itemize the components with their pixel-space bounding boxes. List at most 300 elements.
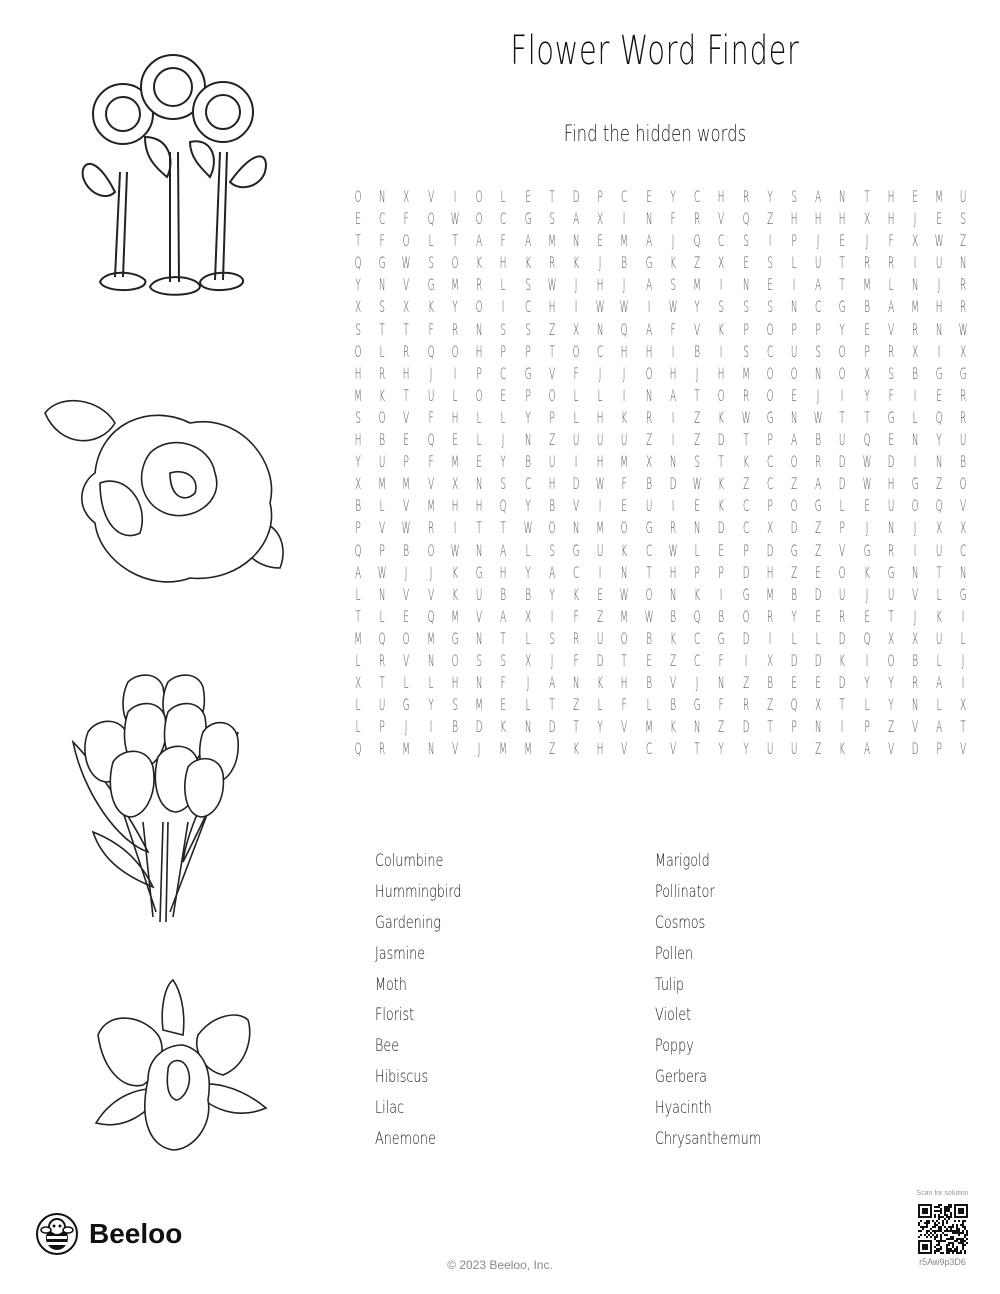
grid-letter: V	[887, 319, 894, 339]
grid-letter: M	[426, 496, 435, 516]
grid-letter: O	[742, 606, 750, 626]
grid-letter: F	[718, 695, 724, 715]
grid-letter: N	[427, 739, 435, 759]
grid-letter: P	[742, 540, 749, 560]
grid-letter: L	[404, 673, 409, 693]
grid-letter: N	[572, 231, 580, 251]
grid-letter: M	[620, 606, 629, 626]
grid-letter: J	[865, 231, 869, 251]
grid-letter: U	[936, 540, 943, 560]
grid-letter: E	[863, 606, 870, 626]
grid-letter: M	[693, 275, 701, 295]
grid-letter: N	[936, 452, 943, 472]
grid-letter: U	[936, 628, 943, 648]
grid-letter: M	[548, 231, 556, 251]
grid-letter: U	[887, 496, 895, 516]
grid-letter: Z	[887, 717, 894, 737]
grid-letter: L	[961, 628, 967, 648]
grid-letter: T	[888, 606, 894, 626]
grid-letter: T	[403, 385, 410, 405]
grid-letter: P	[500, 341, 507, 361]
grid-letter: M	[911, 297, 919, 317]
grid-letter: P	[864, 717, 870, 737]
grid-letter: G	[717, 628, 725, 648]
grid-letter: I	[768, 628, 772, 648]
grid-letter: E	[403, 606, 410, 626]
grid-letter: C	[524, 297, 531, 317]
grid-letter: H	[839, 209, 846, 229]
grid-letter: F	[621, 695, 628, 715]
grid-letter: B	[524, 452, 531, 472]
grid-letter: Z	[960, 231, 967, 251]
grid-letter: R	[476, 275, 483, 295]
grid-letter: O	[354, 187, 362, 206]
grid-letter: C	[694, 650, 701, 670]
grid-letter: N	[911, 562, 919, 582]
grid-letter: Q	[354, 540, 362, 560]
grid-letter: H	[451, 496, 459, 516]
grid-letter: Z	[718, 717, 725, 737]
grid-letter: O	[451, 253, 459, 273]
grid-letter: F	[500, 231, 506, 251]
grid-letter: I	[671, 430, 675, 450]
grid-letter: A	[815, 187, 822, 206]
grid-letter: T	[936, 562, 943, 582]
grid-letter: M	[451, 606, 459, 626]
grid-letter: R	[815, 452, 822, 472]
grid-letter: I	[453, 363, 457, 383]
grid-letter: Y	[524, 407, 531, 427]
grid-letter: A	[524, 231, 531, 251]
grid-letter: N	[524, 430, 531, 450]
grid-letter: H	[475, 496, 483, 516]
grid-letter: I	[962, 673, 965, 693]
grid-letter: P	[403, 452, 410, 472]
grid-letter: K	[718, 496, 725, 516]
grid-letter: M	[354, 385, 362, 405]
grid-letter: I	[913, 540, 917, 560]
grid-letter: B	[379, 430, 386, 450]
grid-letter: T	[355, 606, 361, 626]
grid-letter: X	[960, 695, 967, 715]
grid-letter: Y	[742, 739, 749, 759]
grid-letter: R	[403, 341, 410, 361]
grid-row	[346, 252, 976, 274]
grid-letter: U	[572, 430, 580, 450]
word-list-left	[375, 848, 490, 1157]
grid-letter: N	[669, 452, 677, 472]
grid-letter: X	[936, 518, 943, 538]
grid-letter: H	[548, 474, 556, 494]
grid-letter: I	[598, 496, 602, 516]
grid-letter: T	[500, 628, 507, 648]
grid-letter: E	[718, 540, 725, 560]
grid-letter: O	[839, 562, 846, 582]
grid-letter: Y	[500, 452, 507, 472]
grid-letter: W	[668, 540, 678, 560]
grid-letter: W	[402, 253, 411, 273]
grid-letter: Z	[548, 739, 555, 759]
poppy-illustration	[40, 393, 300, 593]
grid-letter: U	[960, 430, 967, 450]
grid-letter: H	[596, 407, 604, 427]
grid-letter: P	[476, 363, 482, 383]
grid-letter: V	[887, 739, 894, 759]
grid-letter: N	[693, 518, 701, 538]
grid-letter: T	[839, 695, 846, 715]
grid-letter: B	[452, 717, 458, 737]
grid-letter: T	[379, 319, 386, 339]
grid-letter: K	[500, 717, 507, 737]
grid-letter: D	[814, 584, 822, 604]
grid-letter: C	[742, 518, 749, 538]
grid-letter: B	[670, 606, 676, 626]
grid-letter: C	[621, 187, 628, 206]
grid-letter: D	[669, 474, 677, 494]
grid-letter: U	[597, 628, 604, 648]
grid-letter: W	[377, 562, 387, 582]
grid-letter: O	[960, 474, 968, 494]
grid-letter: C	[766, 474, 773, 494]
grid-letter: O	[548, 518, 556, 538]
grid-letter: G	[814, 496, 822, 516]
grid-letter: P	[839, 518, 846, 538]
grid-letter: O	[403, 231, 411, 251]
grid-letter: P	[718, 562, 725, 582]
grid-letter: N	[475, 319, 483, 339]
grid-letter: J	[429, 562, 433, 582]
grid-letter: R	[960, 407, 967, 427]
grid-letter: F	[428, 407, 434, 427]
grid-letter: N	[475, 628, 483, 648]
grid-row	[346, 407, 976, 429]
word-list-item: Pollinator	[655, 881, 715, 902]
grid-letter: N	[572, 673, 580, 693]
grid-letter: T	[742, 430, 749, 450]
word-list-item: Violet	[655, 1005, 692, 1026]
grid-letter: J	[865, 518, 869, 538]
grid-letter: A	[548, 562, 555, 582]
grid-letter: T	[646, 562, 652, 582]
grid-letter: Y	[428, 695, 434, 715]
grid-letter: D	[475, 717, 483, 737]
grid-letter: F	[888, 385, 894, 405]
grid-letter: E	[888, 430, 894, 450]
grid-letter: H	[766, 562, 774, 582]
grid-letter: W	[741, 407, 750, 427]
grid-letter: R	[839, 606, 846, 626]
grid-letter: C	[960, 540, 967, 560]
grid-letter: J	[913, 209, 917, 229]
grid-letter: U	[839, 584, 846, 604]
grid-letter: V	[912, 717, 919, 737]
grid-letter: A	[355, 562, 362, 582]
grid-letter: M	[644, 717, 653, 737]
grid-letter: L	[500, 187, 506, 206]
grid-row	[346, 694, 976, 716]
grid-row	[346, 738, 976, 760]
grid-letter: A	[887, 297, 894, 317]
grid-letter: P	[791, 717, 797, 737]
grid-letter: G	[645, 253, 653, 273]
grid-row	[346, 341, 976, 363]
grid-letter: L	[525, 628, 531, 648]
grid-letter: A	[573, 209, 580, 229]
grid-letter: U	[427, 385, 434, 405]
grid-letter: S	[742, 297, 749, 317]
grid-letter: P	[791, 319, 797, 339]
grid-letter: K	[379, 385, 386, 405]
grid-letter: T	[549, 187, 555, 206]
qr-code-icon[interactable]	[918, 1204, 968, 1254]
grid-row	[346, 562, 976, 584]
grid-letter: W	[595, 297, 605, 317]
grid-letter: N	[427, 650, 435, 670]
grid-letter: L	[936, 584, 942, 604]
grid-letter: O	[887, 650, 895, 670]
grid-letter: O	[354, 341, 362, 361]
grid-letter: L	[525, 540, 531, 560]
grid-letter: C	[500, 363, 507, 383]
grid-letter: Q	[427, 430, 435, 450]
grid-letter: O	[403, 628, 411, 648]
grid-letter: B	[863, 297, 870, 317]
grid-letter: E	[839, 231, 846, 251]
grid-letter: G	[960, 584, 967, 604]
grid-letter: P	[791, 231, 797, 251]
grid-letter: L	[379, 606, 385, 626]
grid-letter: P	[767, 496, 773, 516]
grid-letter: E	[645, 187, 652, 206]
grid-letter: P	[815, 319, 821, 339]
grid-letter: W	[547, 275, 557, 295]
grid-letter: R	[887, 540, 894, 560]
word-list-item: Lilac	[375, 1098, 405, 1119]
grid-letter: G	[935, 363, 943, 383]
grid-letter: R	[960, 275, 967, 295]
grid-letter: I	[865, 650, 869, 670]
grid-letter: R	[548, 253, 555, 273]
grid-letter: F	[718, 650, 724, 670]
grid-letter: V	[960, 739, 967, 759]
grid-row	[346, 584, 976, 606]
grid-letter: X	[355, 297, 362, 317]
grid-letter: L	[500, 275, 506, 295]
grid-letter: F	[428, 452, 434, 472]
grid-letter: X	[912, 231, 919, 251]
grid-letter: G	[742, 584, 750, 604]
grid-letter: U	[597, 540, 604, 560]
grid-letter: R	[912, 673, 919, 693]
grid-letter: Y	[864, 385, 870, 405]
grid-letter: N	[379, 584, 386, 604]
grid-letter: O	[645, 363, 653, 383]
word-list-item: Pollen	[655, 943, 694, 964]
grid-letter: D	[911, 739, 919, 759]
grid-letter: G	[766, 407, 774, 427]
grid-letter: W	[523, 518, 532, 538]
grid-letter: Y	[524, 496, 531, 516]
grid-letter: F	[379, 231, 385, 251]
grid-row	[346, 274, 976, 296]
grid-letter: V	[694, 319, 701, 339]
grid-letter: V	[451, 739, 458, 759]
grid-letter: Z	[597, 606, 604, 626]
grid-letter: G	[887, 562, 895, 582]
grid-letter: T	[500, 518, 507, 538]
grid-letter: F	[428, 319, 434, 339]
grid-row	[346, 716, 976, 738]
grid-letter: S	[500, 650, 507, 670]
word-search-grid	[346, 186, 976, 760]
grid-letter: C	[718, 231, 725, 251]
grid-letter: T	[839, 275, 846, 295]
grid-letter: M	[620, 452, 629, 472]
grid-letter: B	[500, 584, 507, 604]
grid-letter: E	[452, 430, 458, 450]
grid-letter: M	[451, 275, 459, 295]
grid-letter: F	[621, 474, 628, 494]
grid-letter: O	[475, 297, 483, 317]
grid-letter: X	[912, 341, 919, 361]
grid-letter: N	[669, 584, 677, 604]
grid-letter: D	[790, 518, 798, 538]
grid-letter: S	[742, 231, 749, 251]
grid-letter: P	[767, 430, 773, 450]
grid-letter: Y	[355, 275, 361, 295]
grid-row	[346, 606, 976, 628]
grid-letter: H	[354, 430, 362, 450]
grid-letter: H	[500, 562, 507, 582]
grid-letter: G	[693, 695, 701, 715]
grid-letter: J	[695, 363, 699, 383]
grid-letter: O	[451, 650, 459, 670]
grid-letter: L	[476, 430, 482, 450]
grid-letter: I	[913, 452, 917, 472]
grid-letter: D	[814, 650, 822, 670]
grid-letter: T	[839, 253, 846, 273]
grid-letter: K	[839, 739, 846, 759]
grid-letter: Z	[815, 518, 822, 538]
grid-letter: R	[742, 187, 749, 206]
grid-letter: T	[960, 717, 967, 737]
grid-letter: N	[960, 562, 967, 582]
grid-letter: O	[572, 341, 580, 361]
grid-letter: O	[790, 452, 798, 472]
grid-letter: O	[475, 187, 483, 206]
grid-letter: E	[791, 673, 797, 693]
grid-letter: E	[621, 496, 628, 516]
grid-letter: G	[378, 253, 386, 273]
grid-letter: H	[887, 474, 895, 494]
grid-letter: B	[912, 650, 919, 670]
grid-letter: C	[500, 209, 507, 229]
grid-letter: H	[548, 297, 556, 317]
word-list-item: Cosmos	[655, 912, 706, 933]
grid-letter: H	[475, 341, 483, 361]
grid-letter: N	[960, 253, 967, 273]
grid-letter: Q	[742, 209, 750, 229]
grid-letter: W	[644, 606, 654, 626]
grid-letter: D	[572, 187, 580, 206]
grid-letter: U	[379, 452, 386, 472]
grid-letter: B	[670, 695, 676, 715]
grid-letter: V	[960, 496, 967, 516]
grid-letter: S	[767, 253, 773, 273]
grid-letter: I	[623, 209, 626, 229]
grid-letter: K	[936, 606, 943, 626]
grid-letter: E	[936, 385, 943, 405]
grid-letter: Q	[427, 209, 435, 229]
word-list-item: Gerbera	[655, 1067, 707, 1088]
grid-letter: G	[524, 209, 532, 229]
grid-letter: N	[572, 518, 580, 538]
grid-letter: E	[597, 231, 604, 251]
grid-letter: M	[451, 452, 459, 472]
grid-letter: L	[428, 673, 434, 693]
grid-letter: H	[596, 739, 604, 759]
grid-letter: I	[962, 606, 965, 626]
grid-letter: W	[862, 474, 872, 494]
grid-letter: B	[548, 496, 555, 516]
grid-letter: I	[550, 606, 554, 626]
grid-letter: P	[379, 540, 385, 560]
grid-letter: U	[475, 584, 483, 604]
grid-letter: W	[620, 584, 629, 604]
grid-letter: I	[720, 275, 723, 295]
grid-letter: K	[694, 584, 701, 604]
grid-letter: L	[379, 496, 385, 516]
grid-letter: N	[645, 385, 653, 405]
grid-letter: R	[379, 650, 386, 670]
grid-letter: O	[766, 363, 774, 383]
grid-letter: S	[767, 297, 773, 317]
grid-letter: T	[549, 341, 555, 361]
grid-letter: J	[865, 584, 869, 604]
grid-letter: C	[742, 496, 749, 516]
word-list-item: Hummingbird	[375, 881, 462, 902]
grid-letter: Q	[427, 341, 435, 361]
grid-letter: Z	[815, 739, 822, 759]
grid-letter: I	[913, 253, 917, 273]
grid-letter: D	[766, 540, 774, 560]
grid-letter: V	[403, 584, 410, 604]
grid-letter: M	[378, 474, 387, 494]
grid-letter: L	[597, 695, 603, 715]
word-list-item: Bee	[375, 1036, 400, 1057]
grid-row	[346, 540, 976, 562]
grid-letter: I	[671, 341, 675, 361]
grid-letter: S	[427, 253, 434, 273]
grid-letter: Z	[742, 474, 749, 494]
grid-letter: A	[548, 673, 555, 693]
grid-letter: J	[526, 673, 529, 693]
grid-letter: Z	[694, 407, 701, 427]
grid-letter: V	[476, 606, 483, 626]
grid-row	[346, 628, 976, 650]
grid-letter: C	[815, 297, 822, 317]
grid-row	[346, 319, 976, 341]
grid-letter: S	[815, 341, 822, 361]
grid-letter: X	[403, 297, 410, 317]
grid-letter: O	[475, 385, 483, 405]
grid-letter: K	[670, 253, 676, 273]
grid-row	[346, 186, 976, 208]
grid-letter: N	[475, 540, 483, 560]
grid-letter: J	[913, 606, 917, 626]
grid-letter: J	[405, 562, 408, 582]
grid-letter: I	[792, 275, 796, 295]
